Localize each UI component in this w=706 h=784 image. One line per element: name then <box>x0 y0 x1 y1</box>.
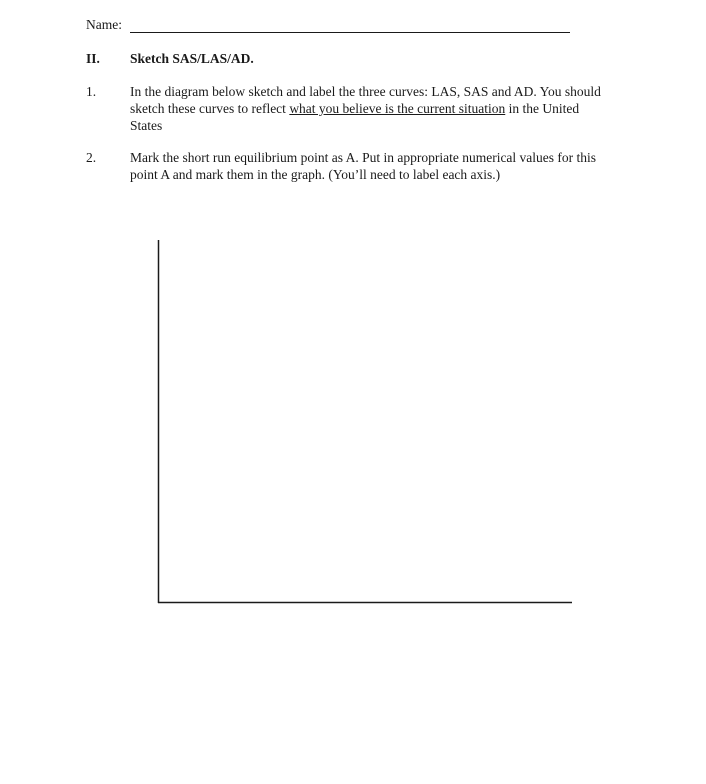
item-1-underlined-text: what you believe is the current situation <box>289 101 506 116</box>
item-2-text: Mark the short run equilibrium point as A. Put in appropriate numerical values for this point A and mark them in the graph. (You’ll need to label each axis.) <box>130 150 597 182</box>
name-label: Name: <box>86 17 122 32</box>
item-1-text-start: In the diagram below sketch and label the three curves: LAS, SAS and AD. You should sketch these curves to reflect <box>130 84 601 116</box>
section-title: Sketch SAS/LAS/AD. <box>130 51 254 66</box>
item-1-number: 1. <box>86 84 97 99</box>
section-number: II. <box>86 51 100 66</box>
item-2-number: 2. <box>86 150 97 165</box>
item-1-text-end: in the United States <box>130 101 580 133</box>
